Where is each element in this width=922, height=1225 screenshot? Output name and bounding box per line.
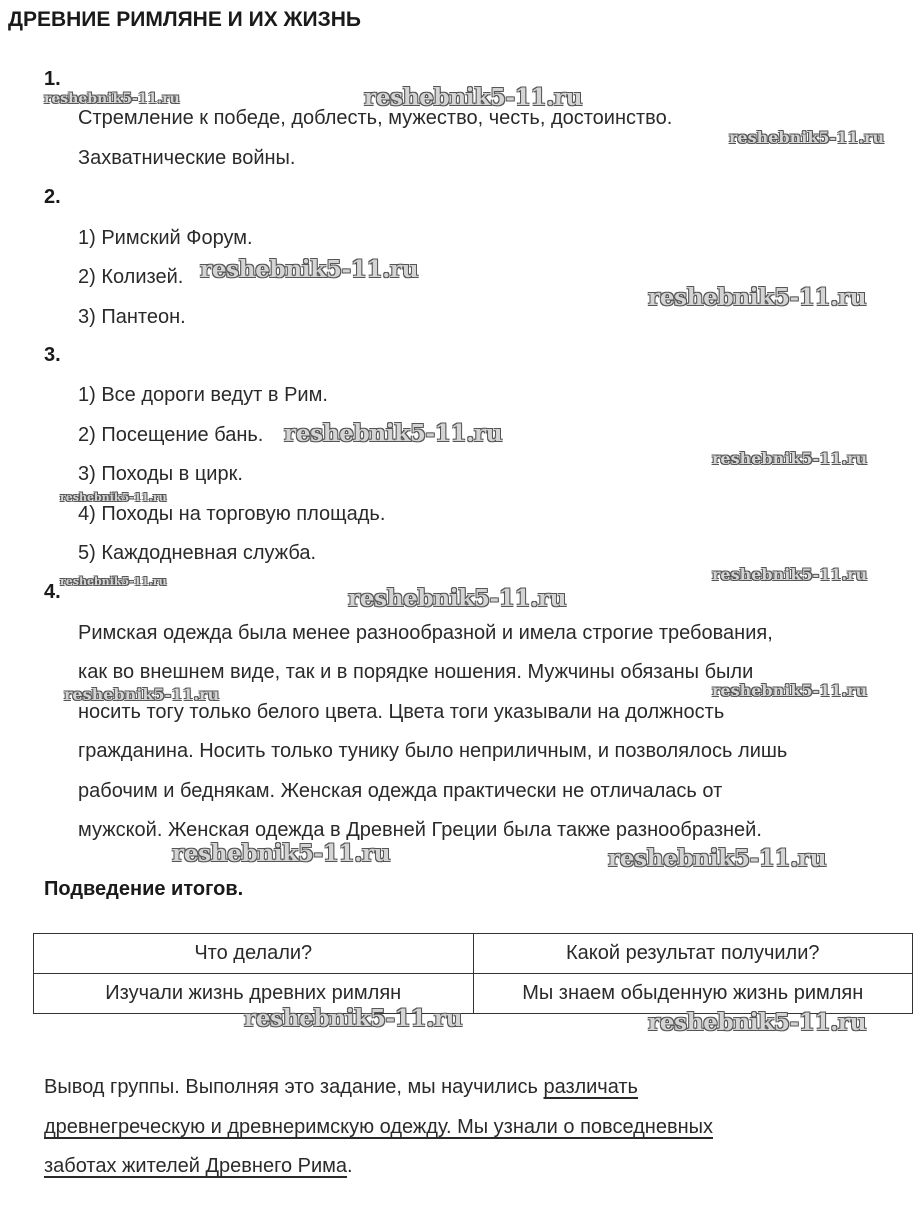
summary-table (33, 933, 913, 1014)
section-number: 1. (44, 68, 61, 90)
watermark: reshebnik5-11.ru (712, 565, 868, 584)
list-item: 3) Походы в цирк. (78, 463, 243, 485)
table-header-row (34, 934, 913, 974)
table-row (34, 974, 913, 1014)
watermark: reshebnik5-11.ru (284, 420, 503, 447)
conclusion-underlined: древнегреческую и древнеримскую одежду. Мы узнали о повседневных (44, 1116, 714, 1138)
watermark: reshebnik5-11.ru (364, 84, 583, 111)
conclusion-line (44, 1076, 638, 1099)
paragraph-line: рабочим и беднякам. Женская одежда практически не отличалась от (78, 780, 723, 802)
conclusion-underlined: заботах жителей Древнего Рима (44, 1155, 348, 1177)
watermark: reshebnik5-11.ru (608, 845, 827, 872)
table-cell: Мы знаем обыденную жизнь римлян (473, 974, 913, 1014)
conclusion-text: . (347, 1155, 353, 1177)
watermark: reshebnik5-11.ru (60, 575, 167, 588)
watermark: reshebnik5-11.ru (712, 681, 868, 700)
watermark: reshebnik5-11.ru (648, 1009, 867, 1036)
watermark: reshebnik5-11.ru (60, 491, 167, 504)
watermark: reshebnik5-11.ru (172, 840, 391, 867)
watermark: reshebnik5-11.ru (44, 91, 180, 107)
list-item: 5) Каждодневная служба. (78, 542, 317, 564)
page-title: ДРЕВНИЕ РИМЛЯНЕ И ИХ ЖИЗНЬ (8, 8, 362, 31)
watermark: reshebnik5-11.ru (348, 585, 567, 612)
list-item: 2) Посещение бань. (78, 424, 264, 446)
watermark: reshebnik5-11.ru (648, 284, 867, 311)
list-item: 3) Пантеон. (78, 306, 186, 328)
watermark: reshebnik5-11.ru (729, 128, 885, 147)
paragraph-line: мужской. Женская одежда в Древней Греции была также разнообразней. (78, 819, 762, 841)
list-item: 4) Походы на торговую площадь. (78, 503, 386, 525)
watermark: reshebnik5-11.ru (712, 449, 868, 468)
conclusion-text: Вывод группы. Выполняя это задание, мы научились (44, 1076, 544, 1098)
list-item: 2) Колизей. (78, 266, 184, 288)
paragraph-line: Римская одежда была менее разнообразной и имела строгие требования, (78, 622, 773, 644)
answer-line: Стремление к победе, доблесть, мужество, честь, достоинство. (78, 107, 673, 129)
section-number: 4. (44, 581, 61, 603)
watermark: reshebnik5-11.ru (244, 1005, 463, 1032)
conclusion-underlined: различать (543, 1076, 638, 1098)
list-item: 1) Все дороги ведут в Рим. (78, 384, 328, 406)
list-item: 1) Римский Форум. (78, 227, 253, 249)
table-header-cell: Какой результат получили? (473, 934, 913, 974)
section-number: 3. (44, 344, 61, 366)
table-header-cell: Что делали? (34, 934, 474, 974)
paragraph-line: как во внешнем виде, так и в порядке ношения. Мужчины обязаны были (78, 661, 754, 683)
summary-heading: Подведение итогов. (44, 878, 244, 900)
answer-line: Захватнические войны. (78, 147, 296, 169)
section-number: 2. (44, 186, 61, 208)
watermark: reshebnik5-11.ru (64, 685, 220, 704)
watermark: reshebnik5-11.ru (200, 256, 419, 283)
paragraph-line: носить тогу только белого цвета. Цвета тоги указывали на должность (78, 701, 725, 723)
paragraph-line: гражданина. Носить только тунику было неприличным, и позволялось лишь (78, 740, 788, 762)
table-cell: Изучали жизнь древних римлян (34, 974, 474, 1014)
conclusion-line (44, 1155, 353, 1178)
